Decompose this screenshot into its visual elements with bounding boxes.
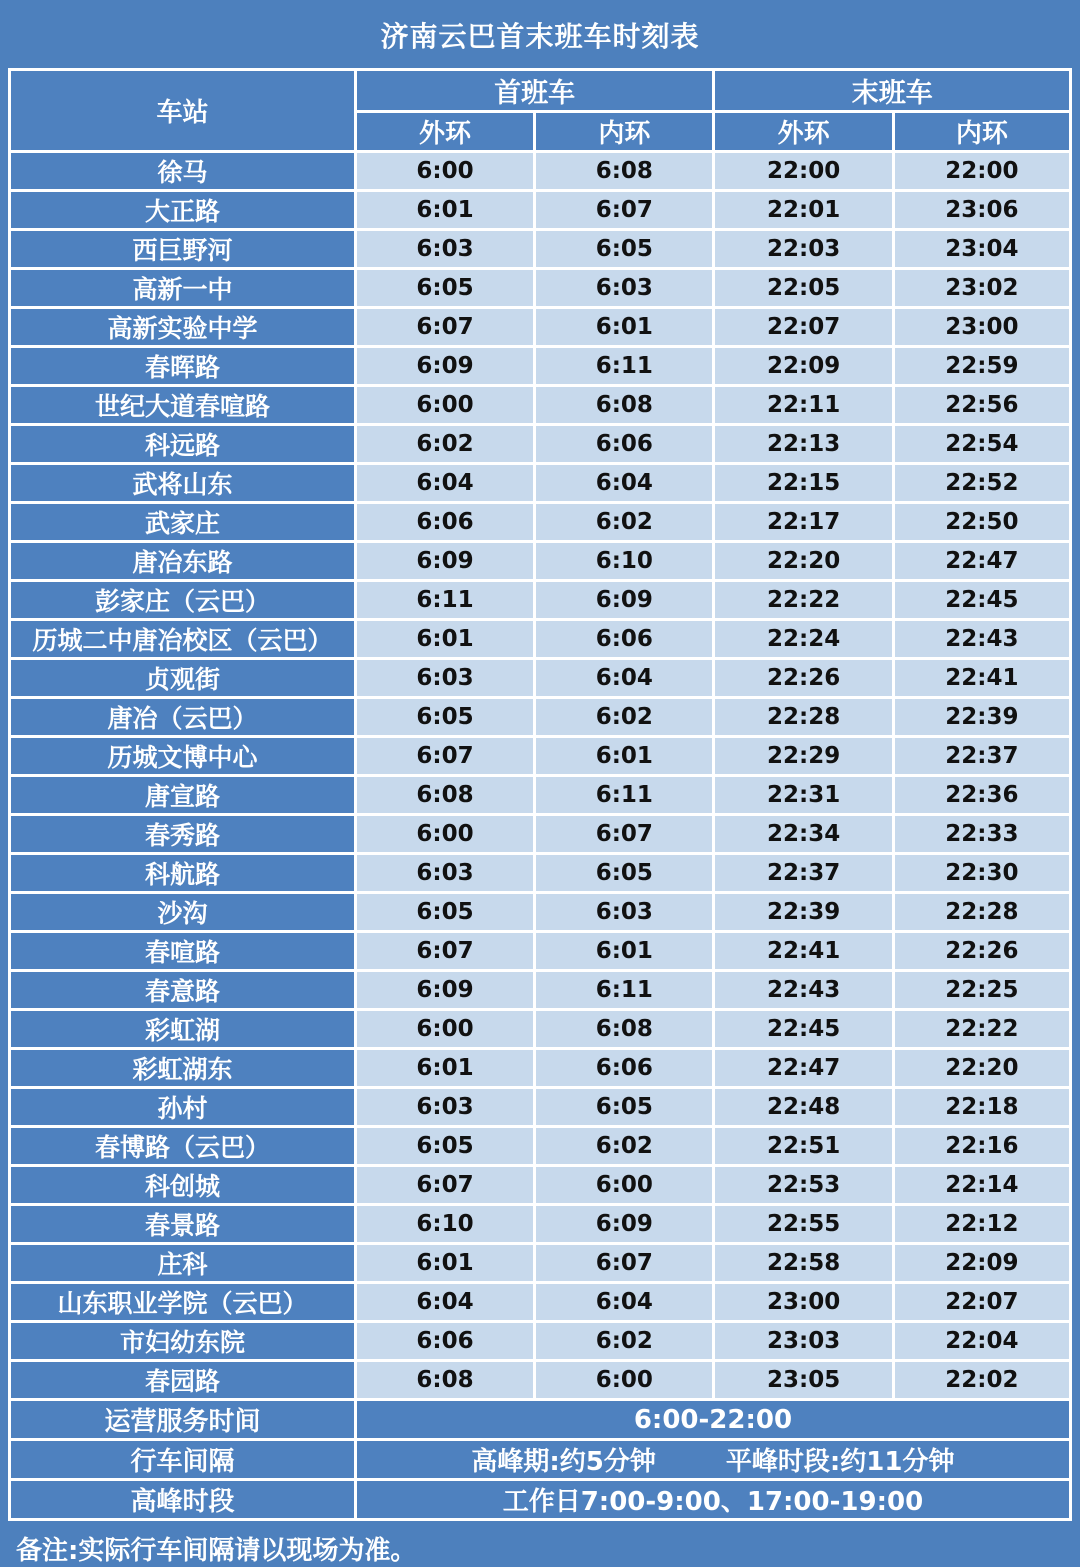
time-cell: 22:41 <box>714 932 893 971</box>
time-cell: 22:02 <box>893 1361 1070 1400</box>
time-cell: 22:39 <box>714 893 893 932</box>
station-cell: 唐宣路 <box>10 776 356 815</box>
time-cell: 22:59 <box>893 347 1070 386</box>
time-cell: 6:11 <box>535 776 714 815</box>
time-cell: 6:09 <box>355 542 534 581</box>
time-cell: 6:00 <box>355 386 534 425</box>
table-row <box>10 230 1071 269</box>
time-cell: 22:58 <box>714 1244 893 1283</box>
time-cell: 6:04 <box>535 464 714 503</box>
time-cell: 6:09 <box>355 971 534 1010</box>
station-cell: 彩虹湖 <box>10 1010 356 1049</box>
time-cell: 6:10 <box>535 542 714 581</box>
time-cell: 22:22 <box>893 1010 1070 1049</box>
station-cell: 科航路 <box>10 854 356 893</box>
time-cell: 6:02 <box>535 698 714 737</box>
time-cell: 6:07 <box>535 1244 714 1283</box>
time-cell: 22:56 <box>893 386 1070 425</box>
time-cell: 6:07 <box>355 737 534 776</box>
timetable <box>8 68 1072 1521</box>
time-cell: 6:05 <box>355 698 534 737</box>
time-cell: 22:55 <box>714 1205 893 1244</box>
station-cell: 科远路 <box>10 425 356 464</box>
headway-peak-value: 高峰期:约5分钟 <box>471 1447 656 1477</box>
time-cell: 22:22 <box>714 581 893 620</box>
table-row <box>10 1361 1071 1400</box>
table-row <box>10 152 1071 191</box>
time-cell: 23:04 <box>893 230 1070 269</box>
time-cell: 6:08 <box>535 1010 714 1049</box>
time-cell: 6:01 <box>355 1244 534 1283</box>
station-cell: 西巨野河 <box>10 230 356 269</box>
first-bus-inner-ring-header: 内环 <box>535 112 714 152</box>
time-cell: 6:05 <box>355 893 534 932</box>
time-cell: 6:09 <box>535 1205 714 1244</box>
time-cell: 6:00 <box>355 1010 534 1049</box>
time-cell: 22:41 <box>893 659 1070 698</box>
last-bus-header: 末班车 <box>714 70 1071 112</box>
table-row <box>10 308 1071 347</box>
time-cell: 22:28 <box>893 893 1070 932</box>
table-row <box>10 854 1071 893</box>
time-cell: 6:10 <box>355 1205 534 1244</box>
station-cell: 高新一中 <box>10 269 356 308</box>
time-cell: 22:43 <box>714 971 893 1010</box>
time-cell: 22:16 <box>893 1127 1070 1166</box>
time-cell: 22:45 <box>893 581 1070 620</box>
time-cell: 22:05 <box>714 269 893 308</box>
time-cell: 22:26 <box>893 932 1070 971</box>
time-cell: 23:00 <box>714 1283 893 1322</box>
table-row <box>10 542 1071 581</box>
station-cell: 春秀路 <box>10 815 356 854</box>
table-row <box>10 698 1071 737</box>
time-cell: 22:31 <box>714 776 893 815</box>
last-bus-outer-ring-header: 外环 <box>714 112 893 152</box>
time-cell: 6:02 <box>535 1127 714 1166</box>
station-cell: 武家庄 <box>10 503 356 542</box>
time-cell: 6:07 <box>355 932 534 971</box>
time-cell: 6:08 <box>355 776 534 815</box>
time-cell: 22:17 <box>714 503 893 542</box>
time-cell: 6:11 <box>535 347 714 386</box>
time-cell: 6:01 <box>535 308 714 347</box>
headway-row <box>10 1440 1071 1480</box>
time-cell: 22:36 <box>893 776 1070 815</box>
time-cell: 22:09 <box>714 347 893 386</box>
time-cell: 6:11 <box>535 971 714 1010</box>
time-cell: 6:06 <box>535 620 714 659</box>
time-cell: 22:07 <box>714 308 893 347</box>
time-cell: 6:03 <box>355 230 534 269</box>
service-hours-value: 6:00-22:00 <box>355 1400 1070 1440</box>
table-row <box>10 932 1071 971</box>
service-hours-row <box>10 1400 1071 1440</box>
station-cell: 春园路 <box>10 1361 356 1400</box>
table-row <box>10 386 1071 425</box>
table-row <box>10 1088 1071 1127</box>
time-cell: 22:37 <box>714 854 893 893</box>
station-cell: 贞观街 <box>10 659 356 698</box>
time-cell: 22:20 <box>714 542 893 581</box>
peak-hours-label: 高峰时段 <box>10 1480 356 1520</box>
table-row <box>10 971 1071 1010</box>
station-cell: 山东职业学院（云巴） <box>10 1283 356 1322</box>
station-cell: 唐冶（云巴） <box>10 698 356 737</box>
station-cell: 科创城 <box>10 1166 356 1205</box>
time-cell: 22:09 <box>893 1244 1070 1283</box>
station-cell: 武将山东 <box>10 464 356 503</box>
station-cell: 春晖路 <box>10 347 356 386</box>
time-cell: 22:34 <box>714 815 893 854</box>
time-cell: 6:03 <box>535 269 714 308</box>
time-cell: 6:07 <box>355 1166 534 1205</box>
first-bus-outer-ring-header: 外环 <box>355 112 534 152</box>
station-cell: 孙村 <box>10 1088 356 1127</box>
time-cell: 6:01 <box>355 191 534 230</box>
time-cell: 6:01 <box>355 1049 534 1088</box>
table-row <box>10 1127 1071 1166</box>
station-cell: 世纪大道春喧路 <box>10 386 356 425</box>
time-cell: 6:06 <box>535 425 714 464</box>
time-cell: 6:01 <box>535 737 714 776</box>
time-cell: 22:12 <box>893 1205 1070 1244</box>
station-cell: 大正路 <box>10 191 356 230</box>
time-cell: 6:04 <box>355 1283 534 1322</box>
time-cell: 6:02 <box>535 503 714 542</box>
time-cell: 22:37 <box>893 737 1070 776</box>
station-cell: 春景路 <box>10 1205 356 1244</box>
time-cell: 22:54 <box>893 425 1070 464</box>
table-row <box>10 464 1071 503</box>
peak-hours-value: 工作日7:00-9:00、17:00-19:00 <box>355 1480 1070 1520</box>
table-row <box>10 581 1071 620</box>
table-row <box>10 503 1071 542</box>
time-cell: 22:07 <box>893 1283 1070 1322</box>
table-row <box>10 347 1071 386</box>
time-cell: 23:06 <box>893 191 1070 230</box>
time-cell: 6:08 <box>535 386 714 425</box>
time-cell: 6:03 <box>355 1088 534 1127</box>
headway-offpeak-value: 平峰时段:约11分钟 <box>725 1447 955 1477</box>
time-cell: 22:52 <box>893 464 1070 503</box>
time-cell: 6:05 <box>535 230 714 269</box>
time-cell: 22:33 <box>893 815 1070 854</box>
time-cell: 22:04 <box>893 1322 1070 1361</box>
time-cell: 6:05 <box>535 1088 714 1127</box>
time-cell: 22:30 <box>893 854 1070 893</box>
time-cell: 6:07 <box>535 191 714 230</box>
station-cell: 沙沟 <box>10 893 356 932</box>
time-cell: 22:00 <box>893 152 1070 191</box>
table-row <box>10 1049 1071 1088</box>
table-row <box>10 269 1071 308</box>
last-bus-inner-ring-header: 内环 <box>893 112 1070 152</box>
station-cell: 春意路 <box>10 971 356 1010</box>
table-row <box>10 1205 1071 1244</box>
time-cell: 22:01 <box>714 191 893 230</box>
station-cell: 春博路（云巴） <box>10 1127 356 1166</box>
time-cell: 6:02 <box>355 425 534 464</box>
time-cell: 22:20 <box>893 1049 1070 1088</box>
station-cell: 徐马 <box>10 152 356 191</box>
time-cell: 6:06 <box>355 503 534 542</box>
time-cell: 22:26 <box>714 659 893 698</box>
station-cell: 高新实验中学 <box>10 308 356 347</box>
page-title: 济南云巴首末班车时刻表 <box>380 20 700 53</box>
table-row <box>10 1283 1071 1322</box>
time-cell: 22:50 <box>893 503 1070 542</box>
station-header-cell: 车站 <box>10 70 356 152</box>
service-hours-label: 运营服务时间 <box>10 1400 356 1440</box>
time-cell: 22:03 <box>714 230 893 269</box>
time-cell: 22:24 <box>714 620 893 659</box>
time-cell: 22:13 <box>714 425 893 464</box>
time-cell: 6:04 <box>535 1283 714 1322</box>
time-cell: 6:06 <box>535 1049 714 1088</box>
time-cell: 22:18 <box>893 1088 1070 1127</box>
time-cell: 22:14 <box>893 1166 1070 1205</box>
time-cell: 22:47 <box>714 1049 893 1088</box>
time-cell: 6:00 <box>355 815 534 854</box>
table-row <box>10 737 1071 776</box>
time-cell: 6:03 <box>355 659 534 698</box>
time-cell: 6:03 <box>535 893 714 932</box>
station-cell: 彩虹湖东 <box>10 1049 356 1088</box>
time-cell: 22:25 <box>893 971 1070 1010</box>
time-cell: 6:04 <box>355 464 534 503</box>
time-cell: 6:01 <box>535 932 714 971</box>
time-cell: 22:28 <box>714 698 893 737</box>
time-cell: 6:08 <box>535 152 714 191</box>
time-cell: 22:00 <box>714 152 893 191</box>
time-cell: 23:02 <box>893 269 1070 308</box>
headway-value <box>355 1440 1070 1480</box>
time-cell: 6:00 <box>355 152 534 191</box>
time-cell: 23:05 <box>714 1361 893 1400</box>
time-cell: 6:00 <box>535 1166 714 1205</box>
station-cell: 市妇幼东院 <box>10 1322 356 1361</box>
time-cell: 23:03 <box>714 1322 893 1361</box>
time-cell: 6:01 <box>355 620 534 659</box>
time-cell: 22:43 <box>893 620 1070 659</box>
time-cell: 6:04 <box>535 659 714 698</box>
time-cell: 22:15 <box>714 464 893 503</box>
table-row <box>10 425 1071 464</box>
station-cell: 庄科 <box>10 1244 356 1283</box>
table-row <box>10 815 1071 854</box>
time-cell: 6:07 <box>535 815 714 854</box>
station-cell: 春喧路 <box>10 932 356 971</box>
station-cell: 彭家庄（云巴） <box>10 581 356 620</box>
time-cell: 22:29 <box>714 737 893 776</box>
first-bus-header: 首班车 <box>355 70 714 112</box>
time-cell: 22:53 <box>714 1166 893 1205</box>
time-cell: 6:06 <box>355 1322 534 1361</box>
time-cell: 22:48 <box>714 1088 893 1127</box>
station-cell: 唐冶东路 <box>10 542 356 581</box>
station-cell: 历城二中唐冶校区（云巴） <box>10 620 356 659</box>
table-row <box>10 620 1071 659</box>
note-text: 备注:实际行车间隔请以现场为准。 <box>16 1536 417 1566</box>
table-row <box>10 191 1071 230</box>
peak-hours-row <box>10 1480 1071 1520</box>
table-row <box>10 1010 1071 1049</box>
time-cell: 22:45 <box>714 1010 893 1049</box>
time-cell: 6:07 <box>355 308 534 347</box>
time-cell: 6:11 <box>355 581 534 620</box>
table-row <box>10 893 1071 932</box>
table-row <box>10 659 1071 698</box>
table-row <box>10 1166 1071 1205</box>
time-cell: 23:00 <box>893 308 1070 347</box>
time-cell: 6:02 <box>535 1322 714 1361</box>
headway-label: 行车间隔 <box>10 1440 356 1480</box>
station-cell: 历城文博中心 <box>10 737 356 776</box>
time-cell: 6:03 <box>355 854 534 893</box>
time-cell: 6:09 <box>355 347 534 386</box>
time-cell: 22:11 <box>714 386 893 425</box>
time-cell: 6:05 <box>535 854 714 893</box>
time-cell: 6:05 <box>355 269 534 308</box>
time-cell: 22:51 <box>714 1127 893 1166</box>
time-cell: 22:47 <box>893 542 1070 581</box>
table-row <box>10 1244 1071 1283</box>
time-cell: 6:08 <box>355 1361 534 1400</box>
time-cell: 22:39 <box>893 698 1070 737</box>
table-row <box>10 1322 1071 1361</box>
table-row <box>10 776 1071 815</box>
time-cell: 6:05 <box>355 1127 534 1166</box>
time-cell: 6:09 <box>535 581 714 620</box>
time-cell: 6:00 <box>535 1361 714 1400</box>
